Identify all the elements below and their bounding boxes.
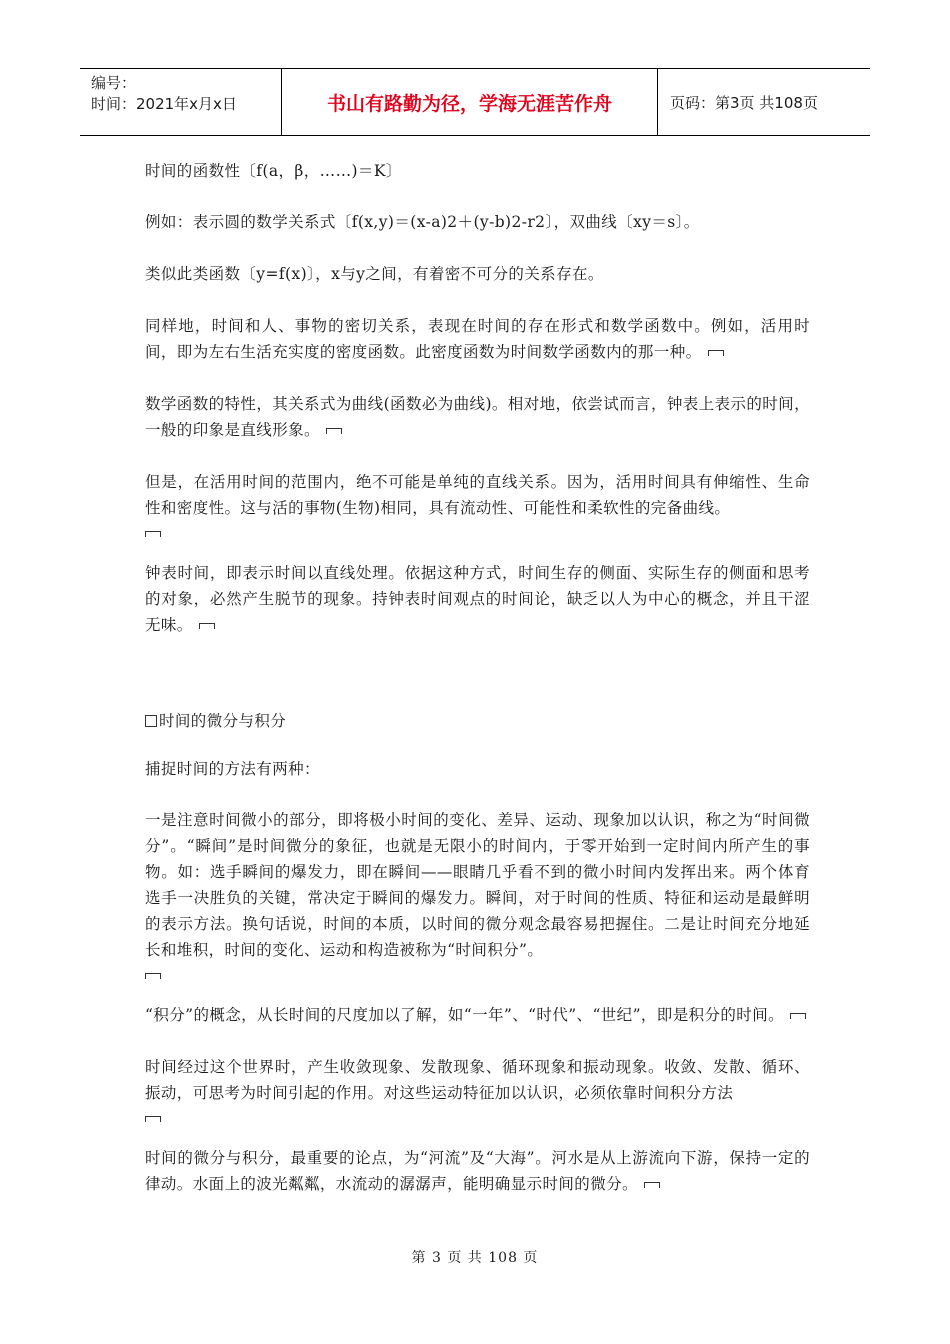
paragraph-text: 类似此类函数〔y=f(x)〕，x与y之间，有着密不可分的关系存在。: [145, 265, 604, 283]
paragraph-mark-icon: [145, 1116, 161, 1122]
paragraph-text: 捕捉时间的方法有两种：: [145, 760, 320, 778]
paragraph-two-methods: [145, 756, 810, 782]
paragraph-curve-relation: [145, 469, 810, 537]
paragraph-integral-concept: [145, 1002, 810, 1028]
paragraph-text: 时间的函数性〔f(a，β，……)＝K〕: [145, 162, 402, 180]
paragraph-function-property: [145, 391, 810, 443]
paragraph-similar-function: [145, 261, 810, 287]
section-heading: [145, 708, 810, 734]
paragraph-mark-icon: [708, 350, 724, 356]
paragraph-time-people: [145, 313, 810, 365]
paragraph-text: 一是注意时间微小的部分，即将极小时间的变化、差异、运动、现象加以认识，称之为“时间微分”。“瞬间”是时间微分的象征，也就是无限小的时间内，于零开始到一定时间内所产生的事物。如：选手瞬间的爆发力，即在瞬间——眼睛几乎看不到的微小时间内发挥出来。两个体育选手一决胜负的关键，常决定于瞬间的爆发力。瞬间，对于时间的性质、特征和运动是最鲜明的表示方法。换句话说，时间的本质，以时间的微分观念最容易把握住。二是让时间充分地延长和堆积，时间的变化、运动和构造被称为“时间积分”。: [145, 811, 810, 959]
paragraph-text: 同样地，时间和人、事物的密切关系，表现在时间的存在形式和数学函数中。例如，活用时间，即为左右生活充实度的密度函数。此密度函数为时间数学函数内的那一种。: [145, 317, 810, 361]
paragraph-mark-icon: [145, 531, 161, 537]
paragraph-time-phenomena: [145, 1054, 810, 1122]
page-footer: 第 3 页 共 108 页: [411, 1250, 539, 1266]
paragraph-circle-example: [145, 209, 810, 235]
paragraph-text: 钟表时间，即表示时间以直线处理。依据这种方式，时间生存的侧面、实际生存的侧面和思考的对象，必然产生脱节的现象。持钟表时间观点的时间论，缺乏以人为中心的概念，并且干涩无味。: [145, 564, 810, 634]
paragraph-function-title: [145, 158, 810, 184]
paragraph-mark-icon: [145, 973, 161, 979]
paragraph-mark-icon: [326, 428, 342, 434]
paragraph-mark-icon: [644, 1182, 660, 1188]
paragraph-mark-icon: [790, 1013, 806, 1019]
paragraph-text: 例如：表示圆的数学关系式〔f(x,y)＝(x-a)2＋(y-b)2-r2〕，双曲线〔xy＝s〕。: [145, 213, 700, 231]
paragraph-text: 但是，在活用时间的范围内，绝不可能是单纯的直线关系。因为，活用时间具有伸缩性、生命性和密度性。这与活的事物(生物)相同，具有流动性、可能性和柔软性的完备曲线。: [145, 473, 810, 517]
checkbox-icon: [145, 715, 157, 727]
header-page-info: 页码：第3页 共108页: [670, 93, 818, 112]
paragraph-time-differential: [145, 807, 810, 979]
header-motto: 书山有路勤为径，学海无涯苦作舟: [282, 69, 658, 135]
paragraph-text: 时间的微分与积分，最重要的论点，为“河流”及“大海”。河水是从上游流向下游，保持一定的律动。水面上的波光粼粼，水流动的潺潺声，能明确显示时间的微分。: [145, 1149, 810, 1193]
paragraph-mark-icon: [199, 623, 215, 629]
paragraph-clock-time: [145, 560, 810, 638]
paragraph-text: 数学函数的特性，其关系式为曲线(函数必为曲线)。相对地，依尝试而言，钟表上表示的时间，一般的印象是直线形象。: [145, 395, 810, 439]
document-body: [145, 158, 810, 1197]
header-meta: [80, 69, 282, 135]
paragraph-text: “积分”的概念，从长时间的尺度加以了解，如“一年”、“时代”、“世纪”，即是积分的时间。: [145, 1006, 784, 1024]
document-number-label: 编号：: [91, 74, 137, 92]
section-heading-text: 时间的微分与积分: [159, 712, 287, 730]
paragraph-river-sea: [145, 1145, 810, 1197]
document-date: 时间：2021年x月x日: [91, 95, 237, 113]
paragraph-text: 时间经过这个世界时，产生收敛现象、发散现象、循环现象和振动现象。收敛、发散、循环、振动，可思考为时间引起的作用。对这些运动特征加以认识，必须依靠时间积分方法: [145, 1058, 810, 1102]
document-header: [80, 68, 870, 136]
